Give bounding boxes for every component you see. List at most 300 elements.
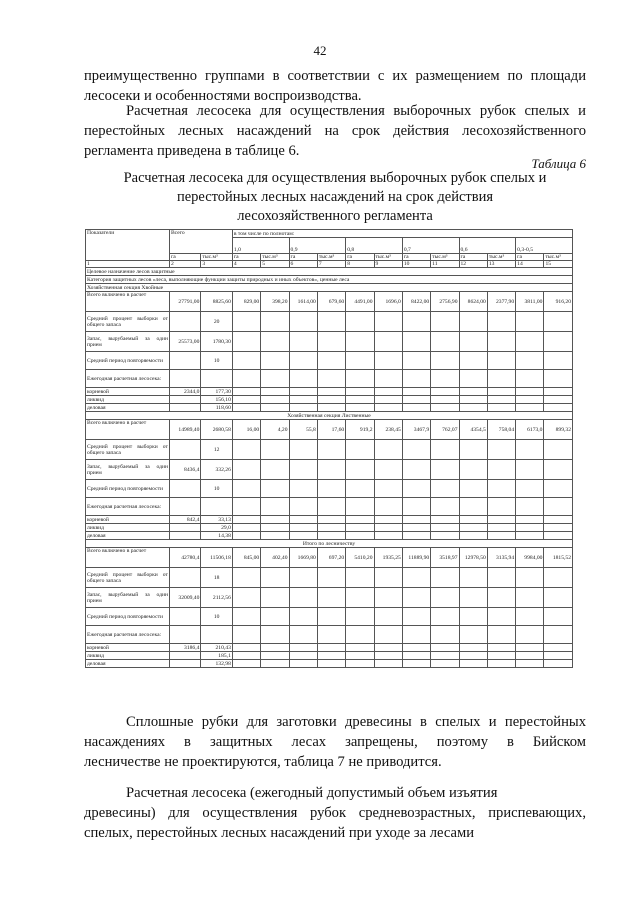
data-value: 5410,20 [346,548,374,568]
row-label: ликвид [86,396,170,404]
data-value: 16,00 [232,420,260,440]
table-cell [544,524,573,532]
table-cell [402,332,430,352]
table-title-line: лесохозяйственного регламента [237,208,433,224]
table-reference-paragraph [84,101,586,161]
clearcut-paragraph [84,712,586,772]
data-value: 2344,0 [169,388,200,396]
table-cell [374,524,402,532]
table-cell [459,498,487,516]
table-cell [289,480,317,498]
table-cell [261,652,289,660]
table-cell [516,588,544,608]
table-cell [232,660,260,668]
table-cell [431,532,459,540]
table-cell [232,388,260,396]
table-row [86,292,573,312]
table-cell [459,312,487,332]
allowable-cut-table [85,229,573,668]
table-cell [317,516,345,524]
final-paragraph [84,783,586,843]
table-cell [289,532,317,540]
table-cell [374,532,402,540]
table-cell [459,644,487,652]
table-cell [261,460,289,480]
text-line: лесосеки и особенностями воспроизводства. [84,88,362,104]
data-value: 829,00 [232,292,260,312]
table-cell [459,396,487,404]
table-cell [516,568,544,588]
row-label: ликвид [86,524,170,532]
table-title [84,169,586,226]
row-label: Средний процент выборки от общего запаса [86,440,170,460]
table-cell [232,480,260,498]
table-cell [289,608,317,626]
table-cell [169,498,200,516]
table-cell [487,332,515,352]
table-cell [346,644,374,652]
data-value: 398,20 [261,292,289,312]
data-value [169,652,200,660]
data-value: 3186,4 [169,644,200,652]
data-value: 1780,30 [201,332,232,352]
table-cell [232,524,260,532]
table-cell [516,660,544,668]
table-cell [431,524,459,532]
table-cell [232,516,260,524]
table-cell [317,352,345,370]
table-row [86,498,573,516]
text-line: древесины) для осуществления рубок средневозрастных, приспевающих, [84,805,586,821]
data-value: 18 [201,568,232,588]
table-cell [516,498,544,516]
table-cell [431,660,459,668]
table-cell [487,608,515,626]
table-cell [317,480,345,498]
table-cell [516,332,544,352]
table-cell [402,644,430,652]
text-line: спелых, перестойных лесных насаждений при уходе за лесами [84,825,475,841]
table-cell [374,332,402,352]
table-cell [431,588,459,608]
text-line: лесничестве не проектируются, таблица 7 не приводится. [84,754,442,770]
text-line: Сплошные рубки для заготовки древесины в спелых и перестойных [126,714,586,730]
data-value: 4354,5 [459,420,487,440]
table-cell [459,440,487,460]
table-cell [544,396,573,404]
data-value: 185,1 [201,652,232,660]
table-row [86,230,573,238]
table-cell [232,404,260,412]
table-cell [516,440,544,460]
table-cell [374,404,402,412]
table-cell [487,396,515,404]
data-value: 11889,90 [402,548,430,568]
row-label: Запас, вырубаемый за один прием [86,588,170,608]
table-cell [317,532,345,540]
table-caption: Таблица 6 [531,156,586,171]
data-value: 55,8 [289,420,317,440]
text-line: перестойных лесных насаждений на срок действия лесохозяйственного [84,123,586,139]
table-row [86,440,573,460]
header-unit: га [289,254,317,261]
table-cell [261,312,289,332]
table-cell [289,370,317,388]
table-cell [487,498,515,516]
table-cell [201,498,232,516]
data-value: 899,32 [544,420,573,440]
table-cell [232,440,260,460]
table-cell [516,480,544,498]
table-cell [544,608,573,626]
data-value [169,532,200,540]
data-value: 1696,0 [374,292,402,312]
header-unit: тыс.м³ [317,254,345,261]
data-value: 33,13 [201,516,232,524]
table-cell [431,460,459,480]
table-cell [459,652,487,660]
table-cell [431,652,459,660]
table-cell [544,404,573,412]
table-cell [232,370,260,388]
data-value: 42780,4 [169,548,200,568]
table-cell [374,568,402,588]
table-cell [431,388,459,396]
table-cell [459,480,487,498]
table-cell [289,652,317,660]
table-cell [346,332,374,352]
table-cell [516,532,544,540]
column-number: 15 [544,261,573,268]
table-cell [402,524,430,532]
table-cell [544,644,573,652]
row-label: Средний период повторяемости [86,352,170,370]
data-value: 402,40 [261,548,289,568]
table-cell [346,370,374,388]
table-cell [459,332,487,352]
table-cell [431,440,459,460]
row-label: Средний период повторяемости [86,480,170,498]
data-value: 845,00 [232,548,260,568]
table-cell [431,498,459,516]
column-number: 13 [487,261,515,268]
table-cell [289,568,317,588]
table-row [86,261,573,268]
table-row [86,276,573,284]
table-cell [487,568,515,588]
table-cell [544,460,573,480]
table-cell [516,312,544,332]
table-cell [317,652,345,660]
data-value: 10 [201,352,232,370]
table-cell [459,460,487,480]
table-cell [289,312,317,332]
table-cell [487,626,515,644]
row-label: Всего включено в расчет [86,420,170,440]
table-cell [487,370,515,388]
table-cell [169,626,200,644]
table-cell [487,440,515,460]
text-line: Расчетная лесосека (ежегодный допустимый объем изъятия [126,785,498,801]
header-unit: тыс.м³ [544,254,573,261]
category-row: Категория защитных лесов «леса, выполняющие функции защиты природных и иных объектов», ценные леса [86,276,573,284]
row-label: корневой [86,516,170,524]
table-cell [374,588,402,608]
data-value: 210,43 [201,644,232,652]
data-value [169,404,200,412]
table-row [86,568,573,588]
table-cell [544,332,573,352]
table-cell [289,644,317,652]
table-cell [261,480,289,498]
data-value: 12978,50 [459,548,487,568]
text-line: Расчетная лесосека для осуществления выборочных рубок спелых и [126,103,586,119]
table-cell [232,568,260,588]
table-cell [317,332,345,352]
table-cell [544,388,573,396]
table-cell [261,370,289,388]
table-cell [402,498,430,516]
data-value: 14989,40 [169,420,200,440]
data-value: 10 [201,480,232,498]
data-value: 9984,00 [516,548,544,568]
data-value: 3135,94 [487,548,515,568]
column-number: 6 [289,261,317,268]
table-cell [402,440,430,460]
table-cell [289,404,317,412]
data-value: 1815,52 [544,548,573,568]
table-cell [374,608,402,626]
table-cell [487,524,515,532]
table-row [86,388,573,396]
table-cell [201,626,232,644]
header-including: в том числе по полнотам: [232,230,572,238]
table-cell [402,516,430,524]
table-cell [402,532,430,540]
table-cell [487,404,515,412]
table-cell [232,498,260,516]
header-density: 0,3-0,5 [516,238,573,254]
row-label: Средний период повторяемости [86,608,170,626]
table-cell [169,312,200,332]
table-cell [346,660,374,668]
row-label: деловая [86,532,170,540]
table-cell [289,588,317,608]
table-cell [201,370,232,388]
table-cell [516,396,544,404]
table-cell [516,524,544,532]
data-value: 1614,00 [289,292,317,312]
table-cell [459,388,487,396]
table-cell [346,524,374,532]
section-title: Хозяйственная секция Хвойные [86,284,573,292]
table-cell [459,626,487,644]
table-cell [261,660,289,668]
header-unit: га [402,254,430,261]
table-row [86,460,573,480]
column-number: 14 [516,261,544,268]
text-line: преимущественно группами в соответствии с их размещением по площади [84,68,586,84]
table-cell [516,370,544,388]
table-cell [374,370,402,388]
table-cell [289,388,317,396]
header-total: Всего [169,230,232,254]
table-cell [374,644,402,652]
data-value: 3811,00 [516,292,544,312]
table-cell [487,516,515,524]
table-cell [487,588,515,608]
data-value: 2377,90 [487,292,515,312]
row-label: Средний процент выборки от общего запаса [86,568,170,588]
table-cell [232,396,260,404]
table-title-line: перестойных лесных насаждений на срок действия [176,189,494,205]
row-label: ликвид [86,652,170,660]
table-cell [402,626,430,644]
table-cell [402,588,430,608]
data-value: 758,04 [487,420,515,440]
table-cell [261,608,289,626]
data-value: 29,0 [201,524,232,532]
table-row [86,660,573,668]
table-cell [317,388,345,396]
text-line: регламента приведена в таблице 6. [84,143,300,159]
table-title-line: Расчетная лесосека для осуществления выборочных рубок спелых и [123,170,547,186]
table-cell [317,498,345,516]
table-cell [261,524,289,532]
table-row [86,332,573,352]
table-cell [169,352,200,370]
table-cell [261,644,289,652]
table-cell [544,626,573,644]
table-cell [431,644,459,652]
row-label: деловая [86,404,170,412]
data-value: 10 [201,608,232,626]
table-row [86,284,573,292]
table-cell [516,652,544,660]
table-cell [459,588,487,608]
data-value: 4491,00 [346,292,374,312]
table-cell [346,352,374,370]
table-row [86,532,573,540]
table-cell [346,480,374,498]
row-label: Всего включено в расчет [86,548,170,568]
data-value: 332,26 [201,460,232,480]
table-row [86,404,573,412]
data-value [169,660,200,668]
table-cell [544,498,573,516]
data-value: 2112,56 [201,588,232,608]
row-label: Ежегодная расчетная лесосека: [86,498,170,516]
table-cell [431,480,459,498]
table-cell [544,352,573,370]
table-cell [169,440,200,460]
table-cell [317,396,345,404]
table-cell [232,352,260,370]
table-cell [317,404,345,412]
row-label: корневой [86,388,170,396]
table-cell [346,388,374,396]
table-cell [402,370,430,388]
data-value: 679,60 [317,292,345,312]
table-cell [487,480,515,498]
table-cell [232,460,260,480]
table-cell [459,370,487,388]
table-cell [169,568,200,588]
table-cell [261,568,289,588]
table-cell [402,312,430,332]
table-cell [261,404,289,412]
table-cell [516,644,544,652]
table-cell [346,626,374,644]
table-row [86,652,573,660]
table-cell [317,626,345,644]
data-value [169,524,200,532]
table-row [86,412,573,420]
table-cell [516,460,544,480]
table-row [86,480,573,498]
table-cell [317,312,345,332]
data-value: 919,2 [346,420,374,440]
table-cell [487,388,515,396]
table-cell [374,480,402,498]
column-number: 12 [459,261,487,268]
table-cell [289,498,317,516]
table-cell [459,608,487,626]
table-cell [289,352,317,370]
table-cell [232,608,260,626]
header-unit: га [346,254,374,261]
data-value: 1935,25 [374,548,402,568]
table-cell [544,370,573,388]
header-density: 0,9 [289,238,346,254]
table-cell [317,460,345,480]
table-cell [402,388,430,396]
table-cell [487,660,515,668]
table-row [86,352,573,370]
table-cell [459,532,487,540]
table-cell [402,352,430,370]
table-cell [487,652,515,660]
table-cell [317,370,345,388]
table-cell [232,332,260,352]
table-cell [544,660,573,668]
table-cell [544,312,573,332]
table-cell [317,660,345,668]
table-cell [346,568,374,588]
table-cell [544,652,573,660]
text-line: насаждениях в защитных лесах запрещены, поэтому в Бийском [84,734,586,750]
table-cell [261,516,289,524]
table-cell [487,532,515,540]
table-cell [544,440,573,460]
table-cell [431,352,459,370]
column-number: 4 [232,261,260,268]
table-cell [459,352,487,370]
table-cell [289,460,317,480]
table-cell [232,652,260,660]
table-cell [232,644,260,652]
row-label: деловая [86,660,170,668]
data-value: 132,98 [201,660,232,668]
data-value: 27791,00 [169,292,200,312]
table-row [86,588,573,608]
table-cell [374,396,402,404]
table-row [86,370,573,388]
data-value: 14,38 [201,532,232,540]
column-number: 2 [169,261,200,268]
table-cell [346,312,374,332]
data-value: 4,20 [261,420,289,440]
